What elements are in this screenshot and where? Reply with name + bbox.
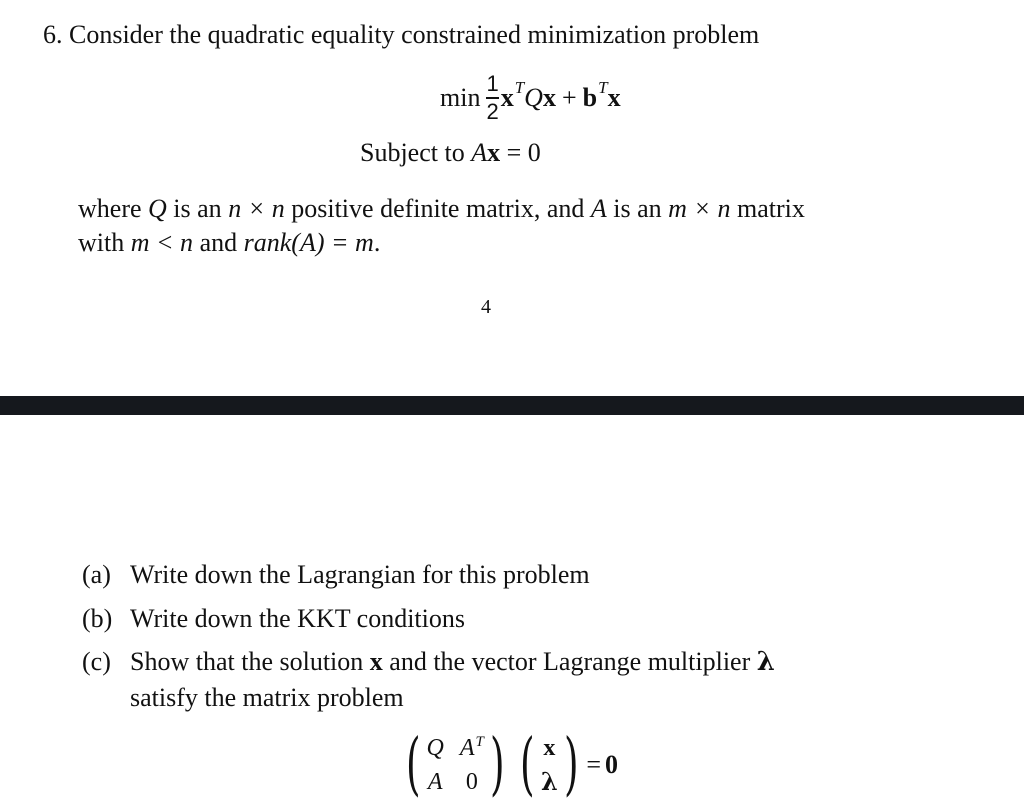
problem-number: 6. (43, 20, 63, 49)
page-separator (0, 396, 1024, 415)
one-half-fraction (486, 72, 498, 124)
desc-text: is an (613, 194, 662, 223)
kkt-matrix-equation (400, 722, 618, 808)
constraint (360, 140, 541, 166)
matrix-q: Q (148, 194, 167, 223)
left-paren: ( (520, 725, 535, 804)
problem-heading-text: Consider the quadratic equality constrained minimization problem (69, 20, 760, 49)
page-number: 4 (481, 296, 491, 318)
description-line-2 (78, 230, 380, 256)
kkt-block-matrix (427, 736, 484, 794)
part-c-label: (c) (82, 647, 111, 676)
part-c-text-line-1 (130, 649, 775, 675)
right-paren: ) (489, 725, 505, 804)
dimension-m-by-n: m × n (668, 194, 731, 223)
part-b-label: (b) (82, 604, 113, 633)
period: . (373, 228, 381, 257)
desc-text: is an (173, 194, 222, 223)
desc-text: where (78, 194, 142, 223)
problem-heading (43, 22, 759, 48)
part-c-text-line-2: satisfy the matrix problem (130, 683, 404, 712)
part-b-text: Write down the KKT conditions (130, 604, 465, 633)
fraction-denominator: 2 (486, 98, 499, 124)
matrix-cell-q: Q (426, 735, 444, 761)
fraction-numerator: 1 (486, 71, 499, 97)
desc-text: positive definite matrix, and (291, 194, 585, 223)
inequality-m-less-n: m < n (130, 228, 194, 257)
equals-sign: = (586, 750, 601, 779)
desc-text: and (199, 228, 238, 257)
vector-x: x (500, 83, 514, 112)
description-line-1 (78, 196, 805, 222)
plus-sign: + (561, 83, 577, 112)
constraint-label: Subject to (360, 138, 465, 167)
lambda-symbol: λ (756, 647, 775, 677)
matrix-a: A (459, 735, 475, 761)
min-label: min (440, 83, 481, 112)
vector-cell-x: x (543, 735, 556, 761)
part-c-text: Show that the solution (130, 647, 364, 676)
vector-x: x (487, 138, 501, 167)
part-a-label: (a) (82, 560, 111, 589)
dimension-n-by-n: n × n (228, 194, 285, 223)
left-paren: ( (405, 725, 421, 804)
desc-text: matrix (737, 194, 805, 223)
transpose-superscript: T (475, 734, 484, 750)
transpose-superscript: T (514, 77, 525, 97)
right-paren: ) (563, 725, 579, 804)
matrix-a: A (471, 138, 488, 167)
zero-vector: 0 (604, 750, 618, 779)
part-c-text: and the vector Lagrange multiplier (389, 647, 751, 676)
part-a-text: Write down the Lagrangian for this problem (130, 560, 590, 589)
matrix-cell-a: A (427, 769, 443, 795)
matrix-a: A (590, 194, 607, 223)
vector-x: x (369, 647, 383, 676)
vector-x: x (542, 83, 556, 112)
matrix-cell-a-transpose (460, 736, 484, 760)
matrix-cell-zero: 0 (465, 769, 478, 795)
objective-function (440, 66, 621, 130)
desc-text: with (78, 228, 125, 257)
vector-x: x (607, 83, 621, 112)
constraint-rhs: = 0 (506, 138, 541, 167)
rank-argument: (A) = m (291, 228, 374, 257)
vector-b: b (582, 83, 598, 112)
rank-function: rank (243, 228, 292, 257)
matrix-q: Q (524, 83, 543, 112)
transpose-superscript: T (598, 77, 608, 97)
vector-cell-lambda: λ (540, 767, 558, 796)
solution-vector (541, 736, 558, 794)
